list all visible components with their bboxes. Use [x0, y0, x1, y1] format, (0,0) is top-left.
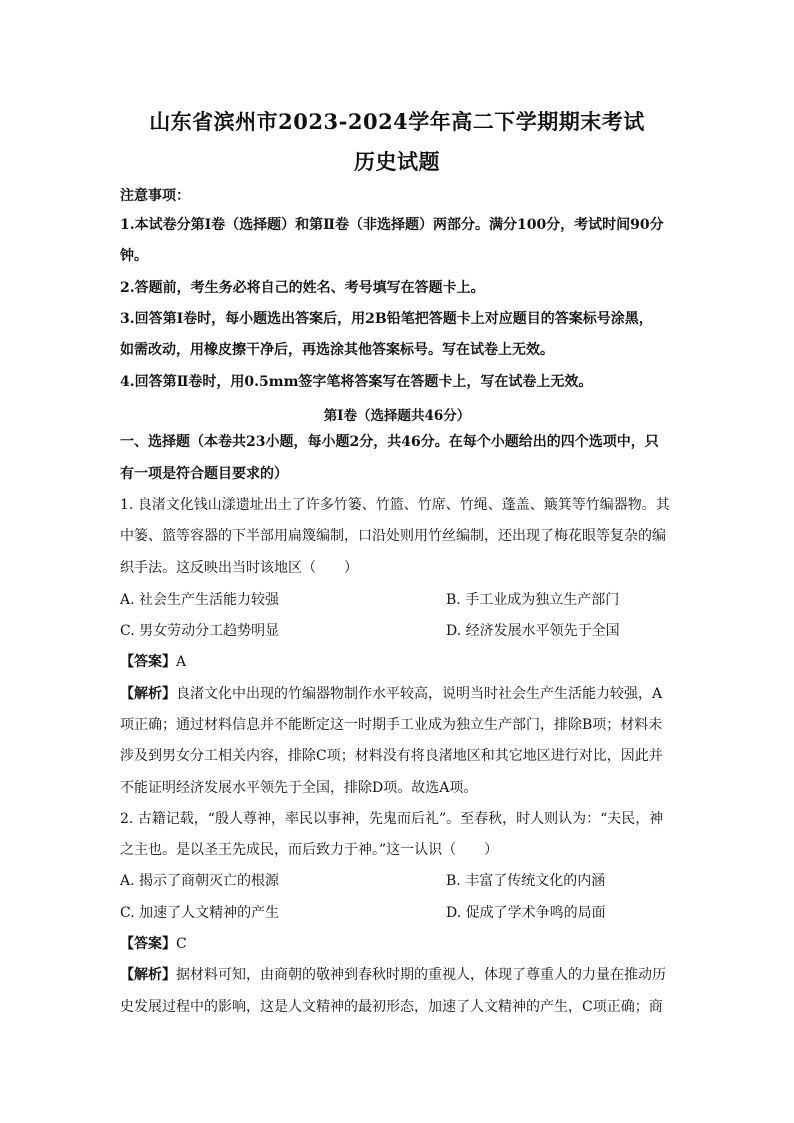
- q1-option-b: B. 手工业成为独立生产部门: [446, 592, 620, 608]
- q1-analysis-line: 涉及到男女分工相关内容，排除C项；材料没有将良渚地区和其它地区进行对比，因此并: [120, 748, 663, 764]
- notice-line: 1.本试卷分第Ⅰ卷（选择题）和第Ⅱ卷（非选择题）两部分。满分100分，考试时间90分: [120, 217, 664, 233]
- q2-option-d: D. 促成了学术争鸣的局面: [446, 905, 606, 921]
- answer-value: C: [176, 936, 187, 952]
- answer-value: A: [176, 654, 187, 670]
- q2-answer: [120, 934, 680, 954]
- notice-line: 钟。: [120, 248, 148, 264]
- part1-instruction: 一、选择题（本卷共23小题，每小题2分，共46分。在每个小题给出的四个选项中，只: [120, 434, 659, 450]
- part1-instruction: 有一项是符合题目要求的）: [120, 466, 288, 482]
- q1-analysis-line: 项正确；通过材料信息并不能断定这一时期手工业成为独立生产部门，排除B项；材料未: [120, 717, 663, 733]
- q1-answer: [120, 652, 680, 672]
- notice-line: 如需改动，用橡皮擦干净后，再选涂其他答案标号。写在试卷上无效。: [120, 342, 554, 358]
- q1-stem: 中篓、篮等容器的下半部用扁篾编制，口沿处则用竹丝编制，还出现了梅花眼等复杂的编: [120, 528, 666, 544]
- q1-option-a: A. 社会生产生活能力较强: [120, 592, 280, 608]
- q2-option-b: B. 丰富了传统文化的内涵: [446, 873, 606, 889]
- exam-title: 山东省滨州市2023-2024学年高二下学期期末考试: [149, 109, 645, 134]
- q1-analysis: [120, 684, 680, 704]
- analysis-text: 据材料可知，由商朝的敬神到春秋时期的重视人，体现了尊重人的力量在推动历: [176, 967, 666, 983]
- q1-stem: 织手法。这反映出当时该地区（ ）: [120, 560, 358, 576]
- q2-analysis-line: 史发展过程中的影响，这是人文精神的最初形态，加速了人文精神的产生，C项正确；商: [120, 999, 663, 1015]
- answer-tag: 【答案】: [120, 654, 176, 670]
- part1-title: 第Ⅰ卷（选择题共46分）: [323, 408, 471, 424]
- q2-stem: 2. 古籍记载，“殷人尊神，率民以事神，先鬼而后礼”。至春秋，时人则认为：“夫民，神: [120, 811, 664, 827]
- exam-subtitle: 历史试题: [354, 149, 440, 174]
- analysis-text: 良渚文化中出现的竹编器物制作水平较高，说明当时社会生产生活能力较强，A: [176, 686, 663, 702]
- analysis-tag: 【解析】: [120, 686, 176, 702]
- q1-analysis-line: 不能证明经济发展水平领先于全国，排除D项。故选A项。: [120, 780, 478, 796]
- q2-stem: 之主也。是以圣王先成民，而后致力于神。”这一认识（ ）: [120, 842, 499, 858]
- q2-option-c: C. 加速了人文精神的产生: [120, 905, 280, 921]
- notice-line: 2.答题前，考生务必将自己的姓名、考号填写在答题卡上。: [120, 280, 485, 296]
- notice-line: 3.回答第Ⅰ卷时，每小题选出答案后，用2B铅笔把答题卡上对应题目的答案标号涂黑，: [120, 311, 653, 327]
- analysis-tag: 【解析】: [120, 967, 176, 983]
- q1-option-d: D. 经济发展水平领先于全国: [446, 623, 620, 639]
- q2-option-a: A. 揭示了商朝灭亡的根源: [120, 873, 280, 889]
- q2-analysis: [120, 965, 680, 985]
- answer-tag: 【答案】: [120, 936, 176, 952]
- notice-line: 4.回答第Ⅱ卷时，用0.5mm签字笔将答案写在答题卡上，写在试卷上无效。: [120, 374, 593, 390]
- notice-heading: 注意事项：: [120, 188, 190, 204]
- q1-stem: 1. 良渚文化钱山漾遗址出土了许多竹篓、竹篮、竹席、竹绳、蓬盖、簸箕等竹编器物。其: [120, 497, 670, 513]
- q1-option-c: C. 男女劳动分工趋势明显: [120, 623, 280, 639]
